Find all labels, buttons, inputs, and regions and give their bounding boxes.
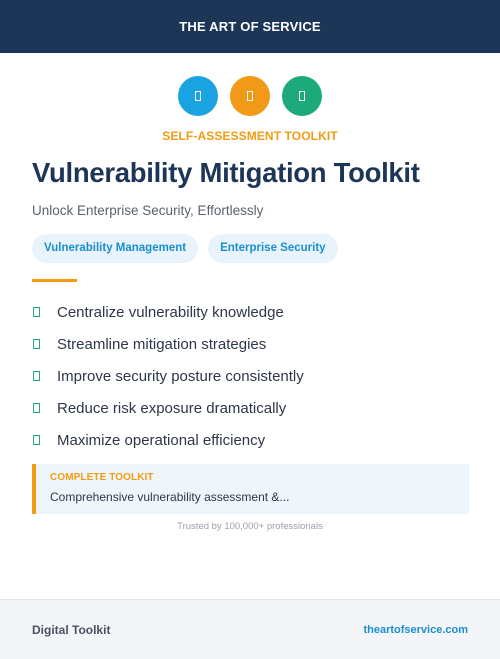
icon-row: [0, 76, 500, 116]
footer-label: Digital Toolkit: [32, 622, 111, 637]
feature-text: Reduce risk exposure dramatically: [57, 399, 287, 417]
feature-item: [32, 392, 472, 424]
callout-text: Comprehensive vulnerability assessment &...: [50, 490, 290, 504]
accent-divider: [32, 279, 77, 282]
header-bar: [0, 0, 500, 53]
feature-item: [32, 424, 472, 456]
shield-icon: [178, 76, 218, 116]
check-icon: [33, 339, 40, 349]
feature-item: [32, 360, 472, 392]
feature-item: [32, 296, 472, 328]
callout-label: COMPLETE TOOLKIT: [50, 472, 154, 483]
tag-vulnerability-management: Vulnerability Management: [32, 234, 198, 263]
page-subtitle: Unlock Enterprise Security, Effortlessly: [32, 203, 264, 218]
brand-title: THE ART OF SERVICE: [179, 19, 321, 34]
check-icon: [33, 307, 40, 317]
feature-list: [32, 296, 472, 456]
lock-icon: [230, 76, 270, 116]
feature-text: Streamline mitigation strategies: [57, 335, 267, 353]
tag-list: [32, 234, 338, 263]
tag-enterprise-security: Enterprise Security: [208, 234, 337, 263]
toolkit-callout: [32, 464, 469, 514]
feature-text: Maximize operational efficiency: [57, 431, 266, 449]
check-icon: [33, 435, 40, 445]
check-icon: [33, 371, 40, 381]
trusted-note: Trusted by 100,000+ professionals: [177, 521, 323, 532]
kicker-label: SELF-ASSESSMENT TOOLKIT: [162, 129, 338, 143]
page-title: Vulnerability Mitigation Toolkit: [32, 157, 420, 188]
footer-bar: [0, 599, 500, 659]
feature-text: Centralize vulnerability knowledge: [57, 303, 284, 321]
check-icon: [33, 403, 40, 413]
feature-item: [32, 328, 472, 360]
feature-text: Improve security posture consistently: [57, 367, 304, 385]
check-shield-icon: [282, 76, 322, 116]
website-link[interactable]: theartofservice.com: [363, 623, 468, 636]
